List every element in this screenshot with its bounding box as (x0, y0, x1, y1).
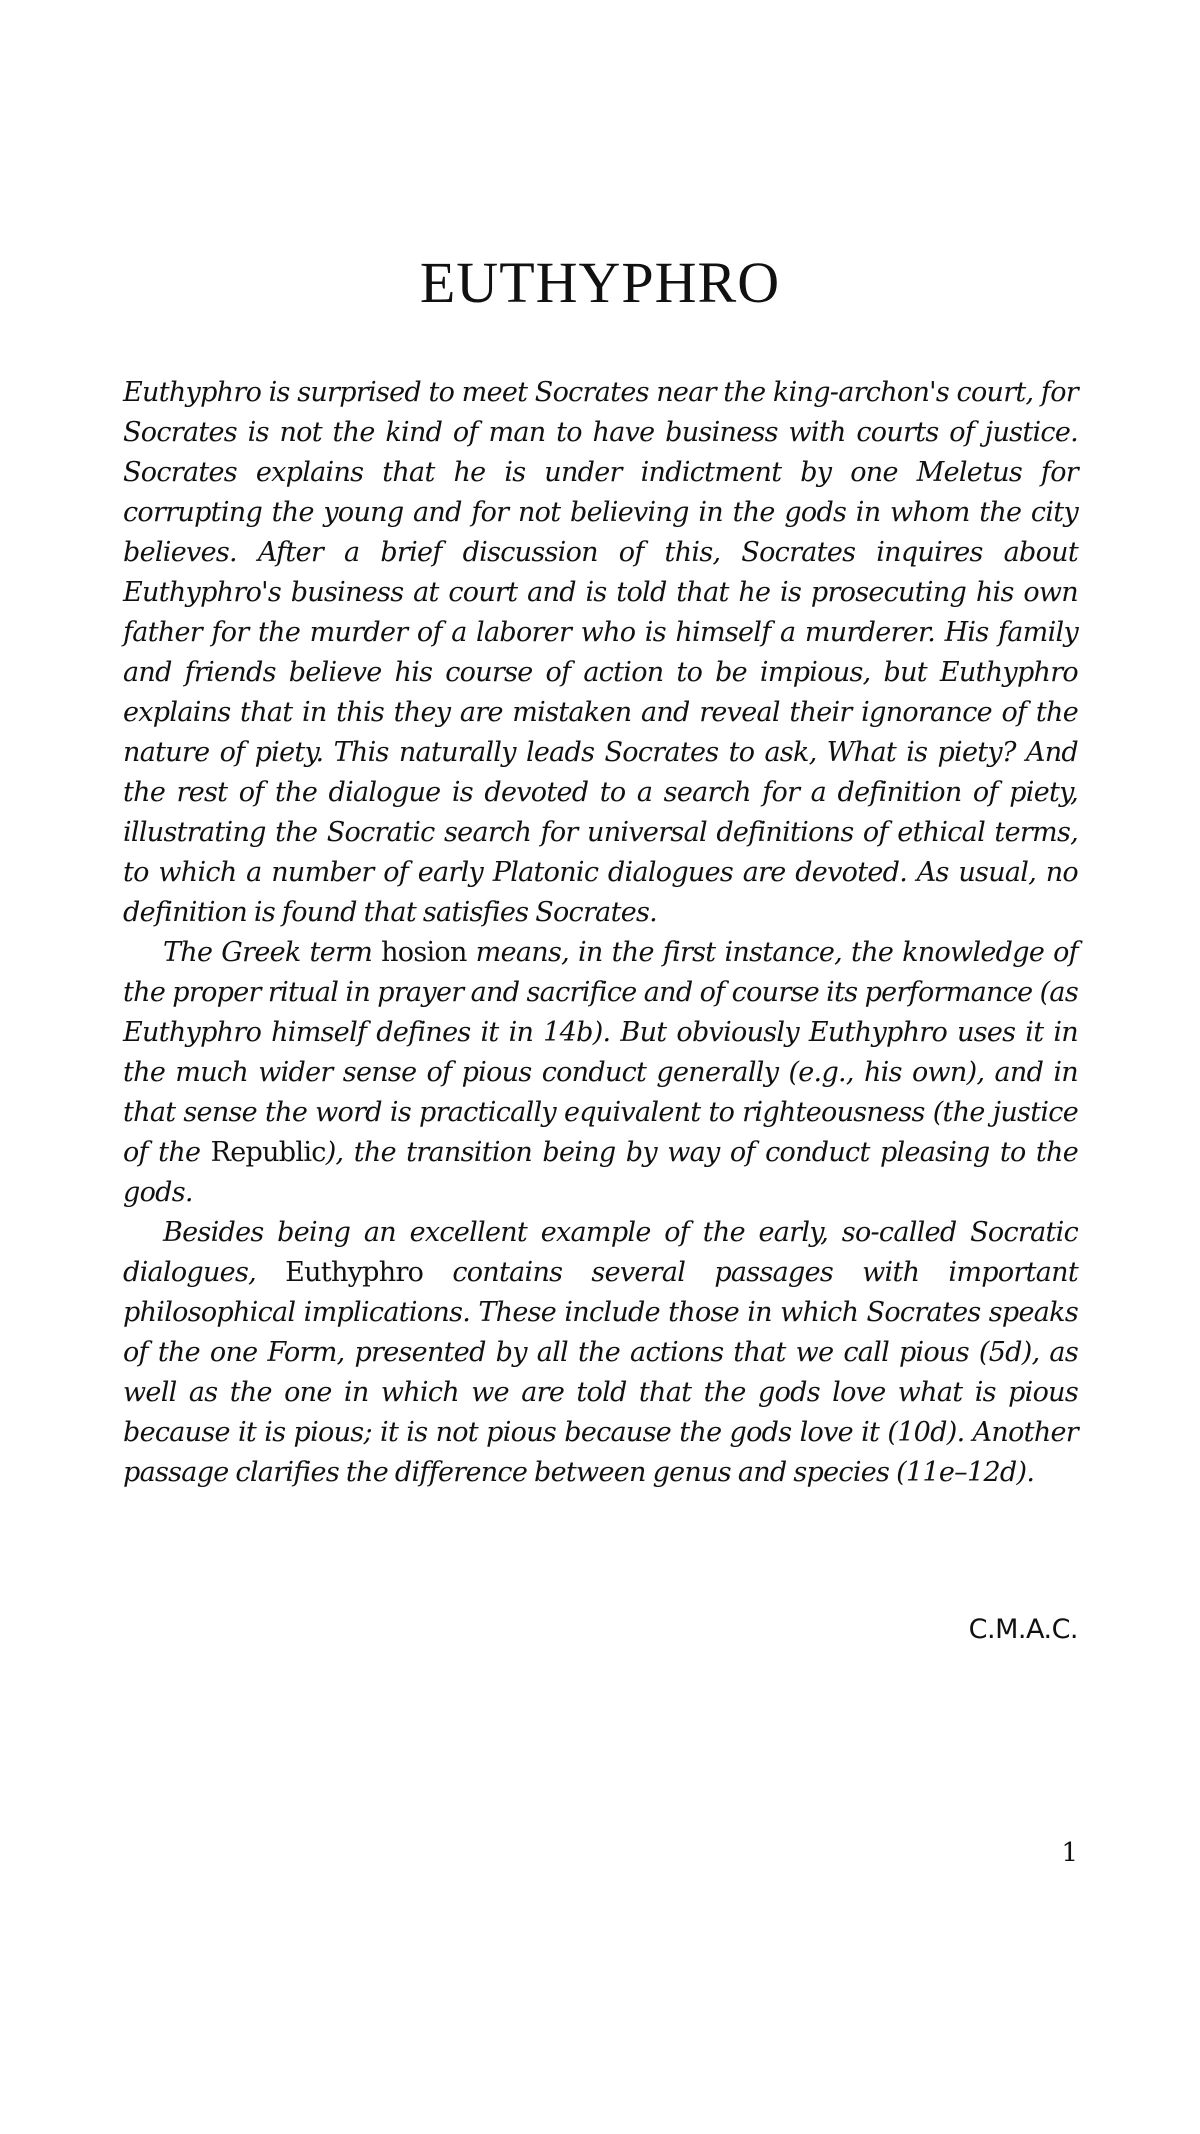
paragraph-hosion (123, 933, 1078, 1213)
text-run: contains several passages with important philosophical implications. These include those in which Socrates speaks of the one Form, presented by all the actions that we call pious (5d), as well as the one in which we are told that the gods love what is pious because it is pious; it is not pious because the gods love it (10d). Another passage clarifies the difference between genus and species (11e–12d). (123, 1257, 1078, 1488)
text-run: ), the transition being by way of conduct pleasing to the gods. (123, 1137, 1078, 1208)
work-title-euthyphro: Euthyphro (285, 1257, 424, 1288)
text-run: Besides being an excellent example of the early, so-called Socratic dialogues, (123, 1217, 1078, 1288)
author-initials: C.M.A.C. (968, 1614, 1078, 1645)
text-run: The Greek term (163, 937, 382, 968)
page-number: 1 (1061, 1838, 1078, 1868)
text-run: means, in the first instance, the knowledge of the proper ritual in prayer and sacrifice and of course its performance (as Euthyphro himself defines it in 14b). But obviously Euthyphro uses it in the much wider sense of pious conduct generally (e.g., his own), and in that sense the word is practically equivalent to righteousness (the justice of the (123, 937, 1078, 1168)
paragraph-implications (123, 1213, 1078, 1493)
work-title-republic: Republic (210, 1137, 326, 1168)
document-title: EUTHYPHRO (419, 250, 781, 315)
introduction-text (123, 373, 1078, 1493)
paragraph-summary: Euthyphro is surprised to meet Socrates near the king-archon's court, for Socrates is not the kind of man to have business with courts of justice. Socrates explains that he is under indictment by one Meletus for corrupting the young and for not believing in the gods in whom the city believes. After a brief discussion of this, Socrates inquires about Euthyphro's business at court and is told that he is prosecuting his own father for the murder of a laborer who is himself a murderer. His family and friends believe his course of action to be impious, but Euthyphro explains that in this they are mistaken and reveal their ignorance of the nature of piety. This naturally leads Socrates to ask, What is piety? And the rest of the dialogue is devoted to a search for a definition of piety, illustrating the Socratic search for universal definitions of ethical terms, to which a number of early Platonic dialogues are devoted. As usual, no definition is found that satisfies Socrates. (123, 377, 1078, 928)
greek-term: hosion (381, 937, 467, 968)
